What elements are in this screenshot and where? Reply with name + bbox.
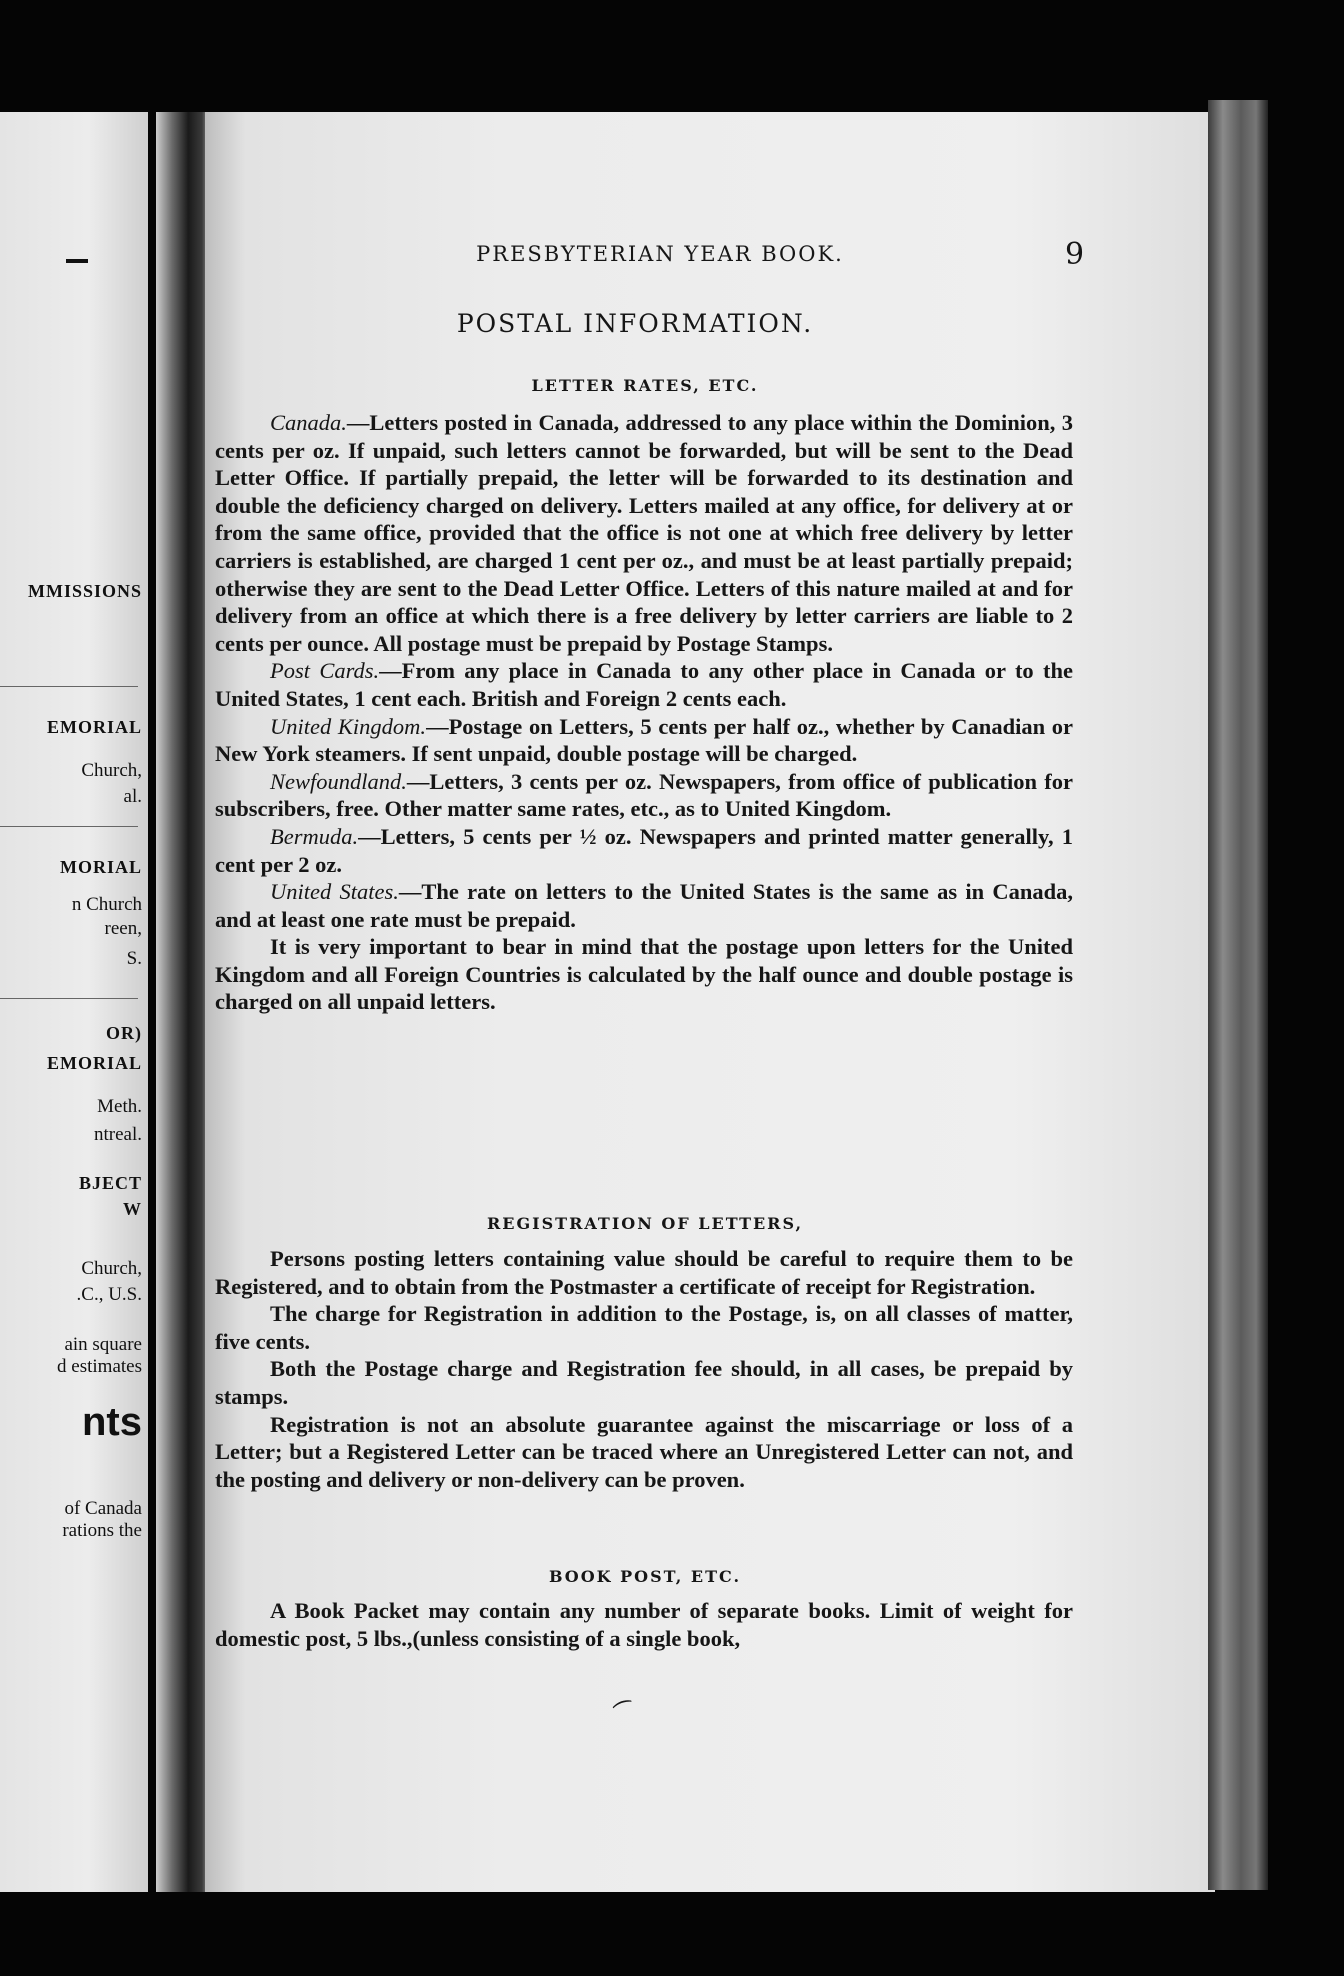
paragraph: The charge for Registration in addition to the Postage, is, on all classes of matter, five cents. bbox=[215, 1301, 1073, 1354]
left-fragment: S. bbox=[126, 948, 142, 969]
running-head: PRESBYTERIAN YEAR BOOK. bbox=[476, 242, 844, 266]
divider bbox=[0, 686, 138, 687]
paragraph: A Book Packet may contain any number of separate books. Limit of weight for domestic post, 5 lbs.,(unless consisting of a single book, bbox=[215, 1598, 1073, 1651]
page-number: 9 bbox=[1065, 237, 1085, 272]
left-fragment: ain square bbox=[64, 1334, 142, 1355]
left-fragment: MORIAL bbox=[60, 857, 142, 877]
paragraph: Canada.—Letters posted in Canada, addressed to any place within the Dominion, 3 cents per oz. If unpaid, such letters cannot be forwarded, but will be sent to the Dead Letter Office. If partially prepaid, the letter will be forwarded to its destination and double the deficiency charged on delivery. Letters mailed at any office, for delivery at or from the same office, provided that the office is not one at which free delivery by letter carriers is established, are charged 1 cent per oz., and must be at least partially prepaid; otherwise they are sent to the Dead Letter Office. Letters of this nature mailed at and for delivery from an office at which there is a free delivery by letter carriers are liable to 2 cents per ounce. All postage must be prepaid by Postage Stamps. bbox=[215, 410, 1073, 656]
left-fragment: Church, bbox=[81, 760, 142, 781]
letter-rates-body bbox=[215, 409, 1073, 1016]
left-fragment: Church, bbox=[81, 1258, 142, 1279]
divider bbox=[0, 826, 138, 827]
section-heading-letter-rates: LETTER RATES, ETC. bbox=[531, 376, 759, 395]
book-page bbox=[205, 112, 1215, 1892]
left-fragment: W bbox=[123, 1199, 142, 1219]
left-fragment: n Church bbox=[71, 894, 142, 915]
left-fragment: MMISSIONS bbox=[27, 581, 142, 601]
page-edge bbox=[1208, 100, 1268, 1890]
left-fragment: BJECT bbox=[78, 1173, 142, 1193]
paragraph: Bermuda.—Letters, 5 cents per ½ oz. Newspapers and printed matter generally, 1 cent per 2 oz. bbox=[215, 823, 1073, 877]
left-fragment: EMORIAL bbox=[46, 1053, 142, 1073]
paragraph: Both the Postage charge and Registration fee should, in all cases, be prepaid by stamps. bbox=[215, 1356, 1073, 1409]
dash-mark bbox=[66, 259, 88, 263]
paragraph: United Kingdom.—Postage on Letters, 5 cents per half oz., whether by Canadian or New York steamers. If sent unpaid, double postage will be charged. bbox=[215, 713, 1074, 767]
divider bbox=[0, 998, 138, 999]
registration-body bbox=[215, 1245, 1073, 1493]
left-fragment: ntreal. bbox=[93, 1124, 142, 1145]
section-heading-registration: REGISTRATION OF LETTERS, bbox=[486, 1214, 804, 1233]
ink-mark: ⁀ bbox=[613, 1699, 639, 1730]
left-fragment: reen, bbox=[104, 918, 142, 939]
left-fragment: d estimates bbox=[57, 1356, 142, 1377]
left-fragment: nts bbox=[82, 1400, 142, 1444]
paragraph: Registration is not an absolute guarantee against the miscarriage or loss of a Letter; but a Registered Letter can be traced where an Unregistered Letter can not, and the posting and delivery or non-delivery can be proven. bbox=[215, 1411, 1073, 1492]
section-heading-book-post: BOOK POST, ETC. bbox=[548, 1567, 742, 1586]
left-fragment: al. bbox=[123, 786, 142, 807]
paragraph: Newfoundland.—Letters, 3 cents per oz. Newspapers, from office of publication for subscribers, free. Other matter same rates, etc., as to United Kingdom. bbox=[215, 768, 1073, 822]
page-title: POSTAL INFORMATION. bbox=[456, 309, 814, 338]
left-fragment: of Canada bbox=[64, 1498, 142, 1519]
left-facing-page bbox=[0, 112, 148, 1892]
paragraph: It is very important to bear in mind that the postage upon letters for the United Kingdom and all Foreign Countries is calculated by the half ounce and double postage is charged on all unpaid letters. bbox=[215, 934, 1073, 1015]
paragraph: Post Cards.—From any place in Canada to any other place in Canada or to the United States, 1 cent each. British and Foreign 2 cents each. bbox=[215, 658, 1074, 711]
left-fragment: OR) bbox=[106, 1023, 142, 1043]
left-fragment: .C., U.S. bbox=[76, 1284, 142, 1305]
book-post-body bbox=[215, 1597, 1073, 1652]
book-gutter bbox=[156, 112, 210, 1892]
left-fragment: Meth. bbox=[97, 1096, 142, 1117]
left-fragment: EMORIAL bbox=[46, 717, 142, 737]
paragraph: United States.—The rate on letters to the United States is the same as in Canada, and at least one rate must be prepaid. bbox=[215, 879, 1073, 932]
paragraph: Persons posting letters containing value should be careful to require them to be Registered, and to obtain from the Postmaster a certificate of receipt for Registration. bbox=[215, 1246, 1073, 1299]
left-fragment: rations the bbox=[62, 1520, 142, 1541]
